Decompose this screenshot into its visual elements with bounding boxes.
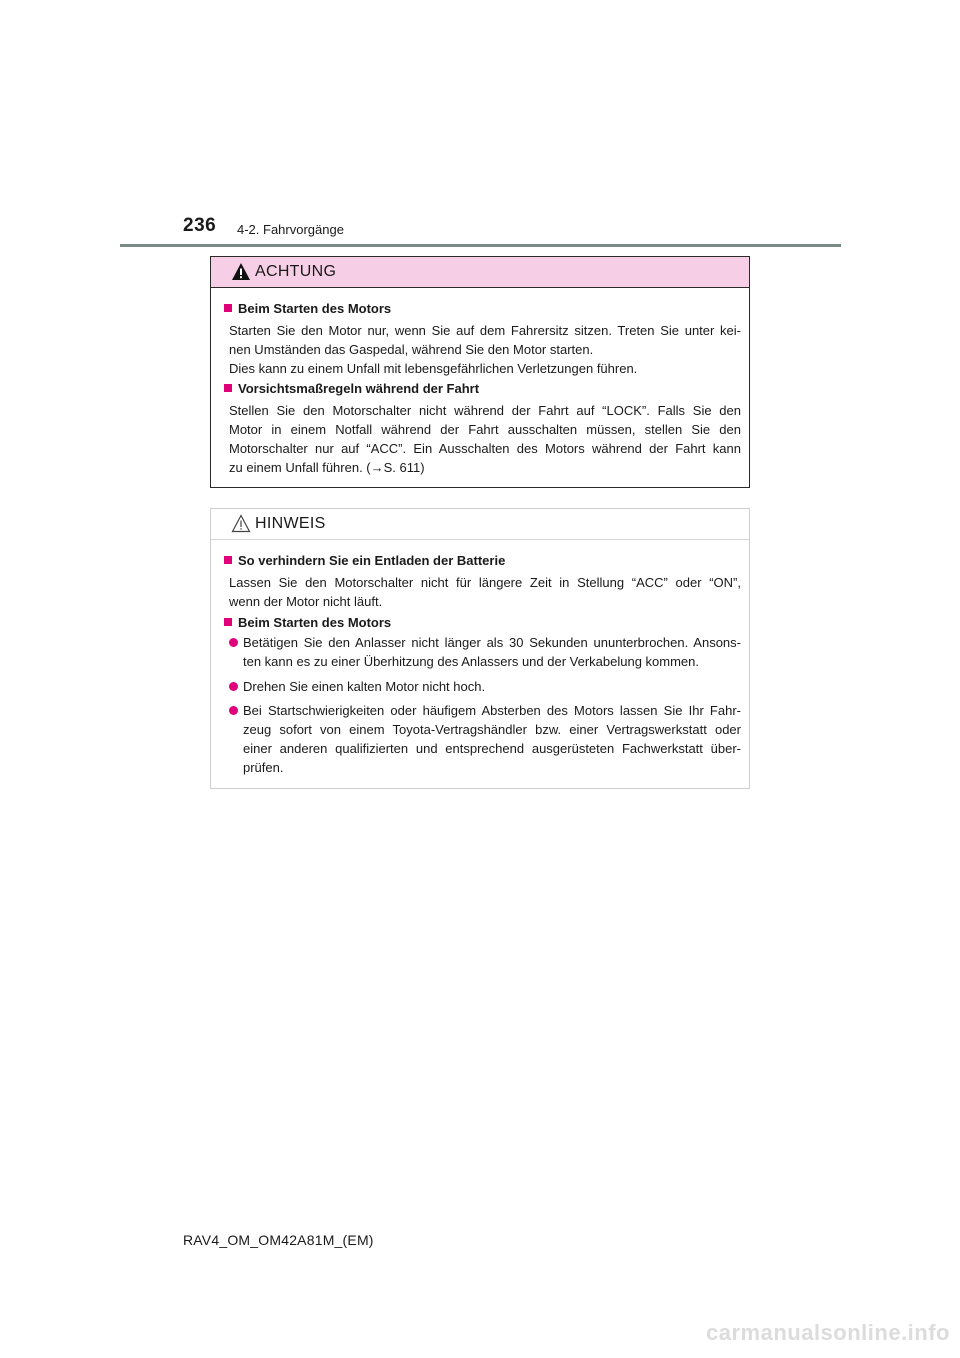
circle-bullet-icon bbox=[229, 682, 238, 691]
notice-box-header bbox=[211, 509, 749, 540]
notice-triangle-icon bbox=[231, 514, 251, 533]
warning-title: ACHTUNG bbox=[255, 263, 337, 280]
circle-bullet-icon bbox=[229, 638, 238, 647]
notice-box: HINWEIS So verhindern Sie ein Entladen der Batterie Lassen Sie den Motorschalter nicht für längere Zeit in Stellung “ACC” oder “ON”, wenn der Motor nicht läuft. Beim Starten des Motors Betätigen Sie den Anlasser nicht länger als 30 Sekunden ununterbrochen. Ansons- ten kann es zu einer Überhitzung des Anlassers und der Verkabelung kommen. Drehen Sie einen kalten Motor nicht hoch. Bei Startschwierigkeiten oder häufigem Absterben des Motors lassen Sie Ihr Fahr- zeug sofort von einem Toyota-Vertragshändler bzw. einer Vertragswerkstatt oder einer anderen qualifizierten und entsprechend ausgerüsteten Fachwerkstatt über- prüfen. bbox=[210, 508, 750, 789]
header-rule bbox=[120, 244, 841, 247]
square-bullet-icon bbox=[224, 556, 232, 564]
warning-box-header bbox=[211, 257, 749, 288]
warning-paragraph-engine-start: Starten Sie den Motor nur, wenn Sie auf dem Fahrersitz sitzen. Treten Sie unter kei- nen Umständen das Gaspedal, während Sie den Motor starten. Dies kann zu einem Unfall mit lebensgefährlichen Verletzungen führen. bbox=[229, 323, 741, 376]
square-bullet-icon bbox=[224, 384, 232, 392]
warning-paragraph-driving-precautions: Stellen Sie den Motorschalter nicht während der Fahrt auf “LOCK”. Falls Sie den Motor in einem Notfall während der Fahrt ausschalten müssen, stellen Sie den Motorschalter nur auf “ACC”. Ein Ausschalten des Motors während der Fahrt kann zu einem Unfall führen. (→S. 611) bbox=[229, 403, 741, 475]
circle-bullet-icon bbox=[229, 706, 238, 715]
watermark: carmanualsonline.info bbox=[706, 1320, 950, 1345]
notice-title: HINWEIS bbox=[255, 515, 326, 532]
page-number: 236 bbox=[183, 215, 217, 236]
warning-heading-engine-start: Beim Starten des Motors bbox=[224, 301, 739, 316]
warning-triangle-icon bbox=[231, 262, 251, 281]
warning-box bbox=[210, 256, 750, 488]
square-bullet-icon bbox=[224, 618, 232, 626]
square-bullet-icon bbox=[224, 304, 232, 312]
warning-heading-driving-precautions: Vorsichtsmaßregeln während der Fahrt bbox=[224, 381, 739, 396]
section-title: 4-2. Fahrvorgänge bbox=[237, 222, 344, 237]
notice-paragraph-battery: Lassen Sie den Motorschalter nicht für längere Zeit in Stellung “ACC” oder “ON”, wenn der Motor nicht läuft. bbox=[229, 575, 741, 609]
document-code: RAV4_OM_OM42A81M_(EM) bbox=[183, 1232, 374, 1248]
notice-heading-engine-start: Beim Starten des Motors bbox=[224, 615, 739, 630]
notice-heading-battery: So verhindern Sie ein Entladen der Batterie bbox=[224, 553, 739, 568]
